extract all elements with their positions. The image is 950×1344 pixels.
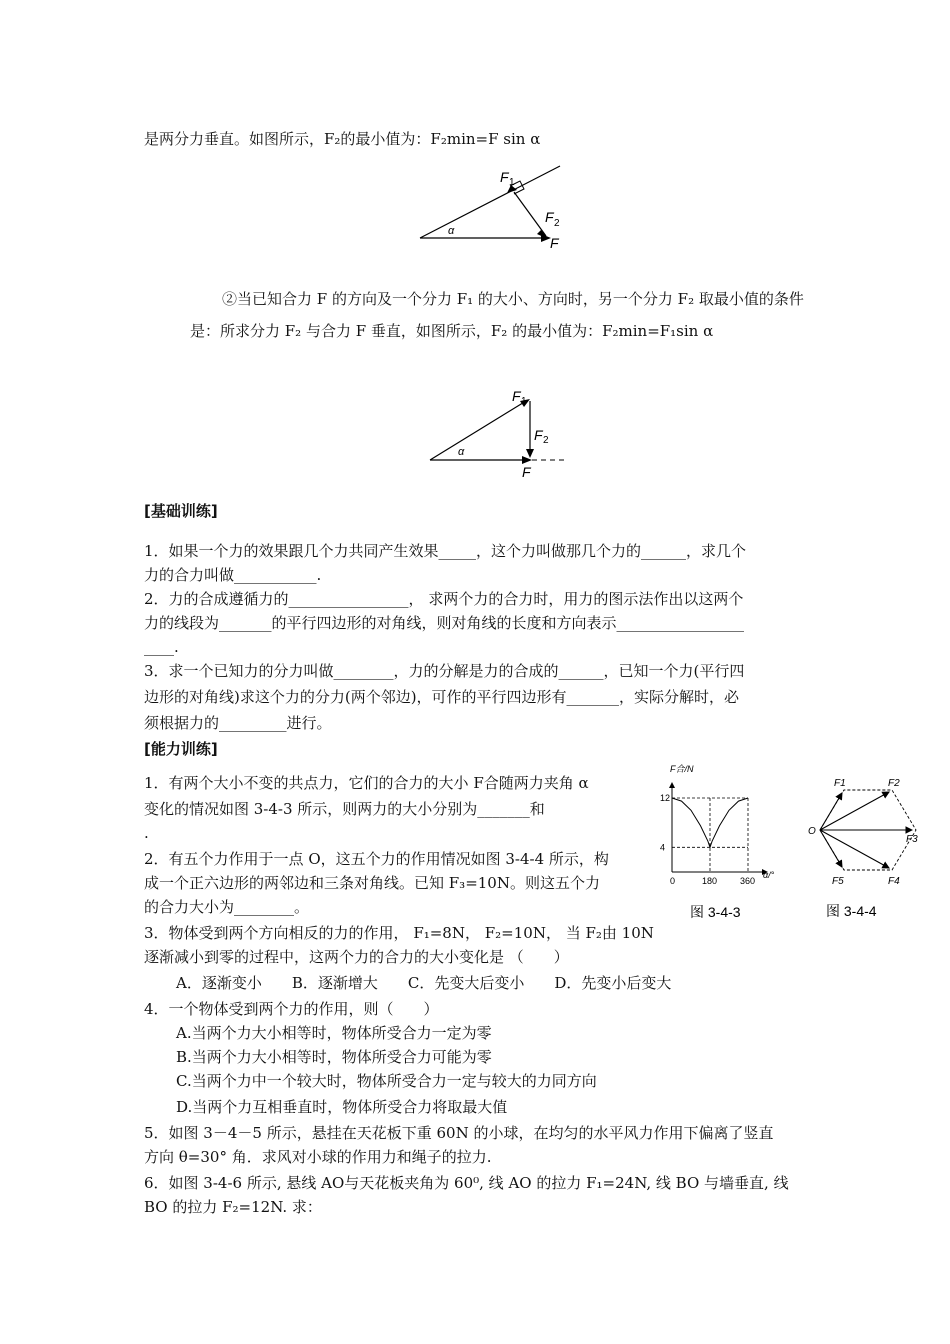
ability-q4-option-c: C.当两个力中一个较大时，物体所受合力一定与较大的力同方向 xyxy=(176,1072,597,1090)
ability-q4-line1: 4．一个物体受到两个力的作用，则（ ） xyxy=(144,1000,439,1018)
fig1-f1-sub: 1 xyxy=(509,177,515,188)
chart-y-arrow xyxy=(669,782,675,788)
fig344-f2-label: F2 xyxy=(888,778,900,789)
fig344-f1-label: F1 xyxy=(834,778,846,789)
ability-q1-line2: 变化的情况如图 3-4-3 所示，则两力的大小分别为_______和 xyxy=(144,800,545,818)
chart-x-tick-label: 0 xyxy=(670,876,676,886)
fig1-f-label: F xyxy=(550,235,559,250)
fig344-origin-label: O xyxy=(808,826,816,837)
fig1-f2-sub: 2 xyxy=(554,218,560,229)
ability-q1-line1: 1．有两个大小不变的共点力，它们的合力的大小 F合随两力夹角 α xyxy=(144,774,589,792)
ability-q4-option-b: B.当两个力大小相等时，物体所受合力可能为零 xyxy=(176,1048,492,1066)
ability-q6-line1: 6．如图 3-4-6 所示, 悬线 AO与天花板夹角为 60⁰, 线 AO 的拉力 F₁=24N, 线 BO 与墙垂直, 线 xyxy=(144,1174,789,1192)
intro-line-1: 是两分力垂直。如图所示，F₂的最小值为：F₂min=F sin α xyxy=(144,130,541,148)
ability-q6-line2: BO 的拉力 F₂=12N. 求： xyxy=(144,1198,322,1216)
fig344-f3-label: F3 xyxy=(906,834,918,845)
ability-q3-line1: 3．物体受到两个方向相反的力的作用， F₁=8N， F₂=10N， 当 F₂由 10N xyxy=(144,924,654,942)
intro-item2-line1: ②当已知合力 F 的方向及一个分力 F₁ 的大小、方向时，另一个分力 F₂ 取最小值的条件 xyxy=(222,290,804,308)
ability-q4-option-d: D.当两个力互相垂直时，物体所受合力将取最大值 xyxy=(176,1098,508,1116)
ability-heading: [能力训练] xyxy=(144,740,218,758)
fig2-f2-label: F xyxy=(534,427,543,443)
basic-q2-line1: 2．力的合成遵循力的________________， 求两个力的合力时，用力的图示法作出以这两个 xyxy=(144,590,744,608)
chart-x-tick-label: 180 xyxy=(702,876,718,886)
ability-q5-line1: 5．如图 3－4－5 所示，悬挂在天花板下重 60N 的小球，在均匀的水平风力作用下偏离了竖直 xyxy=(144,1124,774,1142)
basic-q2-line2: 力的线段为_______的平行四边形的对角线，则对角线的长度和方向表示_________________ xyxy=(144,614,745,632)
basic-q1-line2: 力的合力叫做___________. xyxy=(144,566,322,584)
fig1-alpha: α xyxy=(448,225,455,237)
basic-q1-line1: 1．如果一个力的效果跟几个力共同产生效果_____，这个力叫做那几个力的______，求几个 xyxy=(144,542,747,560)
fig344-f5-label: F5 xyxy=(832,876,844,887)
ability-q2-line3: 的合力大小为________。 xyxy=(144,898,310,916)
figure-3-4-4 xyxy=(808,770,928,925)
basic-q3-line2: 边形的对角线)求这个力的分力(两个邻边)，可作的平行四边形有_______，实际分解时，必 xyxy=(144,688,740,706)
ability-q4-option-a: A.当两个力大小相等时，物体所受合力一定为零 xyxy=(176,1024,492,1042)
fig2-f1-label: F xyxy=(512,388,521,404)
chart-x-axis-label: α/° xyxy=(763,870,775,880)
basic-q3-line1: 3．求一个已知力的分力叫做________，力的分解是力的合成的______，已知一个力(平行四 xyxy=(144,662,745,680)
fig2-f1-sub: 1 xyxy=(521,396,527,407)
chart-caption: 图 3-4-3 xyxy=(690,904,741,920)
basic-heading: [基础训练] xyxy=(144,502,218,520)
fig1-f2-label: F xyxy=(545,209,554,225)
figure-force-triangle-1 xyxy=(410,160,580,250)
chart-x-tick-label: 360 xyxy=(740,876,756,886)
ability-q2-line1: 2．有五个力作用于一点 O，这五个力的作用情况如图 3-4-4 所示，构 xyxy=(144,850,609,868)
ability-q1-line3: . xyxy=(144,824,149,842)
ability-q2-line2: 成一个正六边形的两邻边和三条对角线。已知 F₃=10N。则这五个力 xyxy=(144,874,600,892)
fig2-f-label: F xyxy=(522,464,531,480)
fig344-caption: 图 3-4-4 xyxy=(826,903,877,919)
figure-force-triangle-2 xyxy=(420,385,580,480)
chart-y-tick-label: 12 xyxy=(660,793,671,803)
fig1-f1-label: F xyxy=(500,169,509,185)
chart-y-axis-label: F合/N xyxy=(670,764,694,774)
ability-q3-options: A．逐渐变小 B．逐渐增大 C．先变大后变小 D．先变小后变大 xyxy=(176,974,672,992)
basic-q3-line3: 须根据力的_________进行。 xyxy=(144,714,332,732)
fig2-alpha: α xyxy=(458,446,465,458)
chart-y-tick-label: 4 xyxy=(660,842,666,853)
fig344-f4-label: F4 xyxy=(888,876,900,887)
chart-3-4-3 xyxy=(650,760,795,925)
ability-q5-line2: 方向 θ=30° 角．求风对小球的作用力和绳子的拉力. xyxy=(144,1148,492,1166)
basic-q2-line3: ____. xyxy=(144,638,179,656)
fig2-f2-sub: 2 xyxy=(543,435,549,446)
intro-item2-line2: 是：所求分力 F₂ 与合力 F 垂直，如图所示，F₂ 的最小值为：F₂min=F₁sin α xyxy=(190,322,714,340)
ability-q3-line2: 逐渐减小到零的过程中，这两个力的合力的大小变化是 （ ） xyxy=(144,948,569,966)
